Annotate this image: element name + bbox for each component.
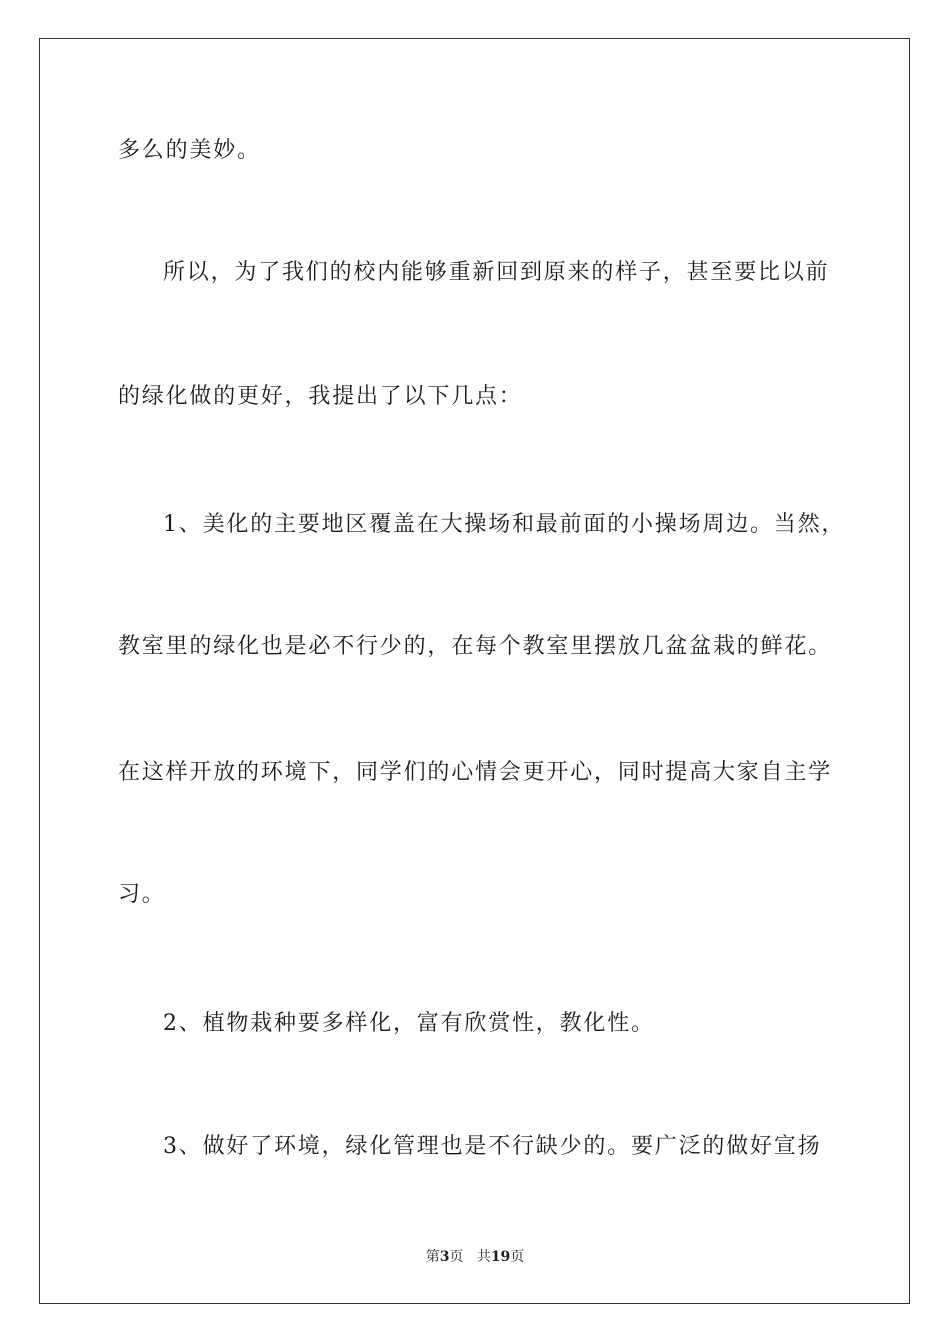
page-number: 3	[439, 1249, 450, 1265]
page-footer	[0, 1248, 950, 1266]
paragraph-line: 多么的美妙。	[118, 138, 261, 163]
paragraph-line: 所以，为了我们的校内能够重新回到原来的样子，甚至要比以前	[163, 260, 830, 285]
total-prefix: 共	[476, 1249, 491, 1265]
page-suffix: 页	[449, 1249, 464, 1265]
paragraph-line: 1、美化的主要地区覆盖在大操场和最前面的小操场周边。当然，	[163, 512, 846, 537]
page-border	[39, 38, 910, 1304]
page-prefix: 第	[425, 1249, 440, 1265]
total-suffix: 页	[510, 1249, 525, 1265]
paragraph-line: 2、植物栽种要多样化，富有欣赏性，教化性。	[163, 1011, 655, 1036]
paragraph-line: 教室里的绿化也是必不行少的，在每个教室里摆放几盆盆栽的鲜花。	[118, 634, 833, 659]
total-pages: 19	[490, 1249, 511, 1265]
paragraph-line: 3、做好了环境，绿化管理也是不行缺少的。要广泛的做好宣扬	[163, 1134, 822, 1159]
paragraph-line: 的绿化做的更好，我提出了以下几点：	[118, 384, 523, 409]
paragraph-line: 习。	[118, 882, 166, 907]
paragraph-line: 在这样开放的环境下，同学们的心情会更开心，同时提高大家自主学	[118, 760, 833, 785]
